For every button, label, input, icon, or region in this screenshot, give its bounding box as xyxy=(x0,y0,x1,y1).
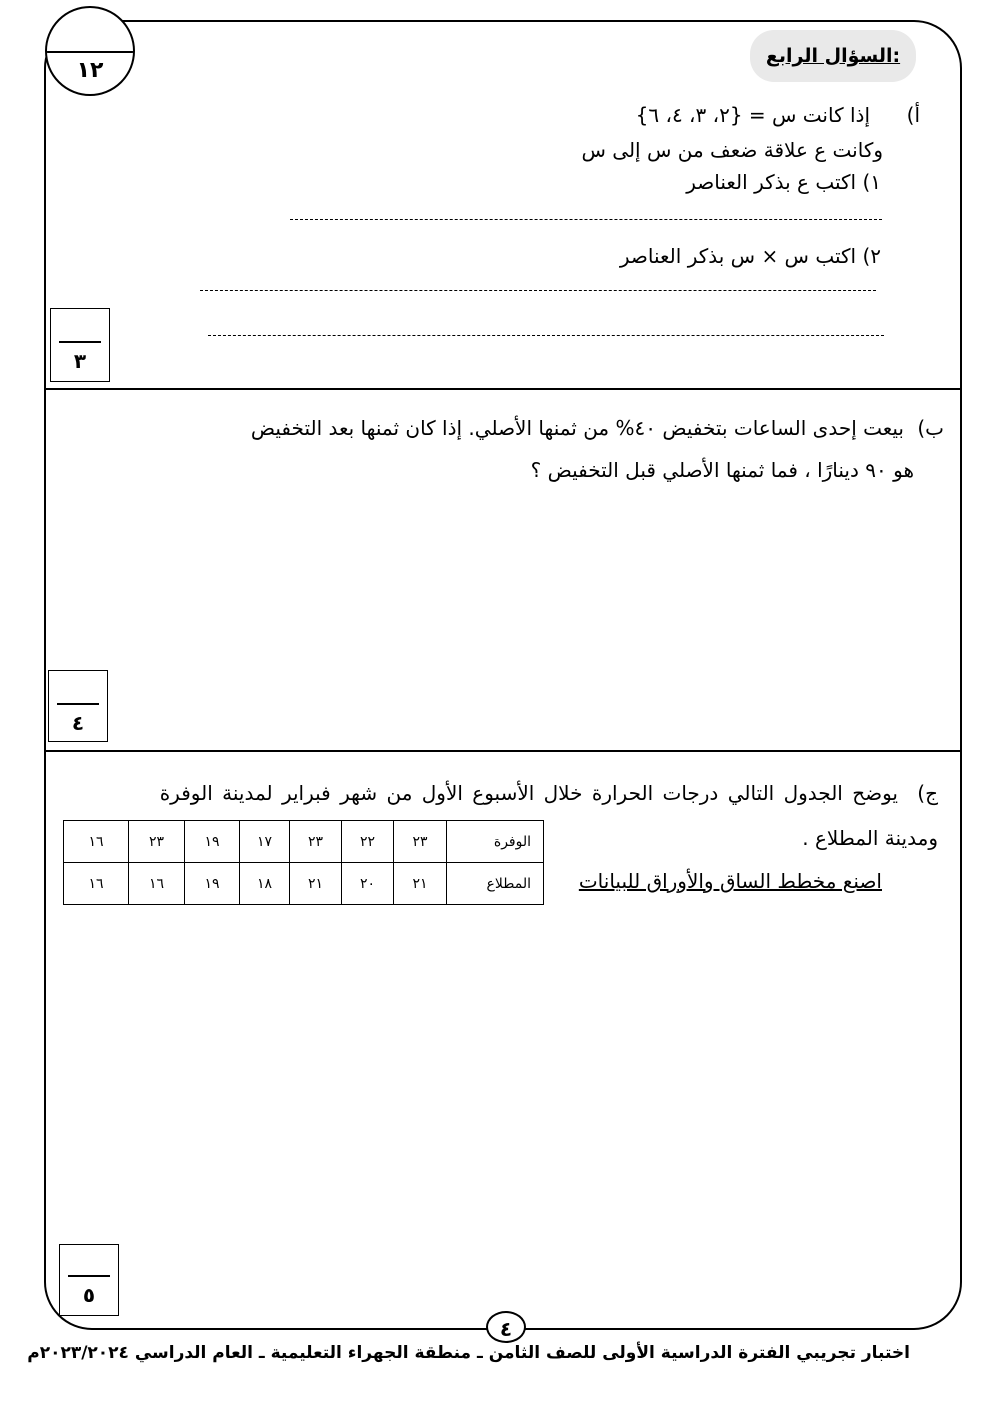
part-c-line2: ومدينة المطلاع . xyxy=(802,826,938,850)
part-c-letter: ج) xyxy=(917,781,938,805)
part-a-mark: ٣ xyxy=(73,349,87,373)
part-b-line2: هو ٩٠ دينارًا ، فما ثمنها الأصلي قبل التخفيض ؟ xyxy=(530,458,914,482)
row-label: المطلاع xyxy=(447,863,544,905)
answer-line xyxy=(200,290,876,291)
table-cell: ٢٣ xyxy=(290,821,342,863)
answer-line xyxy=(208,335,884,336)
part-a-q1: ١) اكتب ع بذكر العناصر xyxy=(686,170,881,194)
part-a-q2: ٢) اكتب س × س بذكر العناصر xyxy=(619,244,881,268)
table-cell: ١٩ xyxy=(185,821,240,863)
total-score-circle xyxy=(45,6,135,96)
table-cell: ٢٠ xyxy=(342,863,394,905)
section-divider xyxy=(46,750,960,752)
table-cell: ٢٣ xyxy=(129,821,185,863)
part-b-line1: بيعت إحدى الساعات بتخفيض ٤٠% من ثمنها الأصلي. إذا كان ثمنها بعد التخفيض xyxy=(250,416,904,440)
table-cell: ٢١ xyxy=(290,863,342,905)
table-cell: ٢١ xyxy=(394,863,447,905)
table-cell: ١٧ xyxy=(240,821,290,863)
part-c-mark-box xyxy=(59,1244,119,1316)
total-score: ١٢ xyxy=(76,58,104,83)
part-a-line1: إذا كانت س = {٢، ٣، ٤، ٦} xyxy=(635,103,870,127)
table-cell: ١٦ xyxy=(129,863,185,905)
table-cell: ١٦ xyxy=(64,863,129,905)
part-a-line2: وكانت ع علاقة ضعف من س إلى س xyxy=(581,138,883,162)
part-c-mark: ٥ xyxy=(82,1283,96,1307)
temperature-table xyxy=(63,820,544,905)
table-cell: ١٦ xyxy=(64,821,129,863)
section-divider xyxy=(46,388,960,390)
footer-text: اختبار تجريبي الفترة الدراسية الأولى للصف الثامن ـ منطقة الجهراء التعليمية ـ العام الدراسي ٢٠٢٣/٢٠٢٤م xyxy=(27,1343,910,1363)
table-cell: ٢٢ xyxy=(342,821,394,863)
page-number: ٤ xyxy=(486,1311,526,1343)
table-cell: ٢٣ xyxy=(394,821,447,863)
part-c-instruction: اصنع مخطط الساق والأوراق للبيانات xyxy=(578,869,882,893)
part-a-mark-box xyxy=(50,308,110,382)
table-cell: ١٨ xyxy=(240,863,290,905)
part-b-mark-box xyxy=(48,670,108,742)
part-b-letter: ب) xyxy=(917,416,944,440)
table-cell: ١٩ xyxy=(185,863,240,905)
table-row xyxy=(64,863,544,905)
part-a-letter: أ) xyxy=(906,103,920,127)
answer-line xyxy=(290,219,882,220)
part-c-line1: يوضح الجدول التالي درجات الحرارة خلال الأسبوع الأول من شهر فبراير لمدينة الوفرة xyxy=(159,781,898,805)
page-frame xyxy=(44,20,962,1330)
question-title: السؤال الرابع: xyxy=(750,30,916,82)
table-row xyxy=(64,821,544,863)
row-label: الوفرة xyxy=(447,821,544,863)
part-b-mark: ٤ xyxy=(71,711,85,735)
